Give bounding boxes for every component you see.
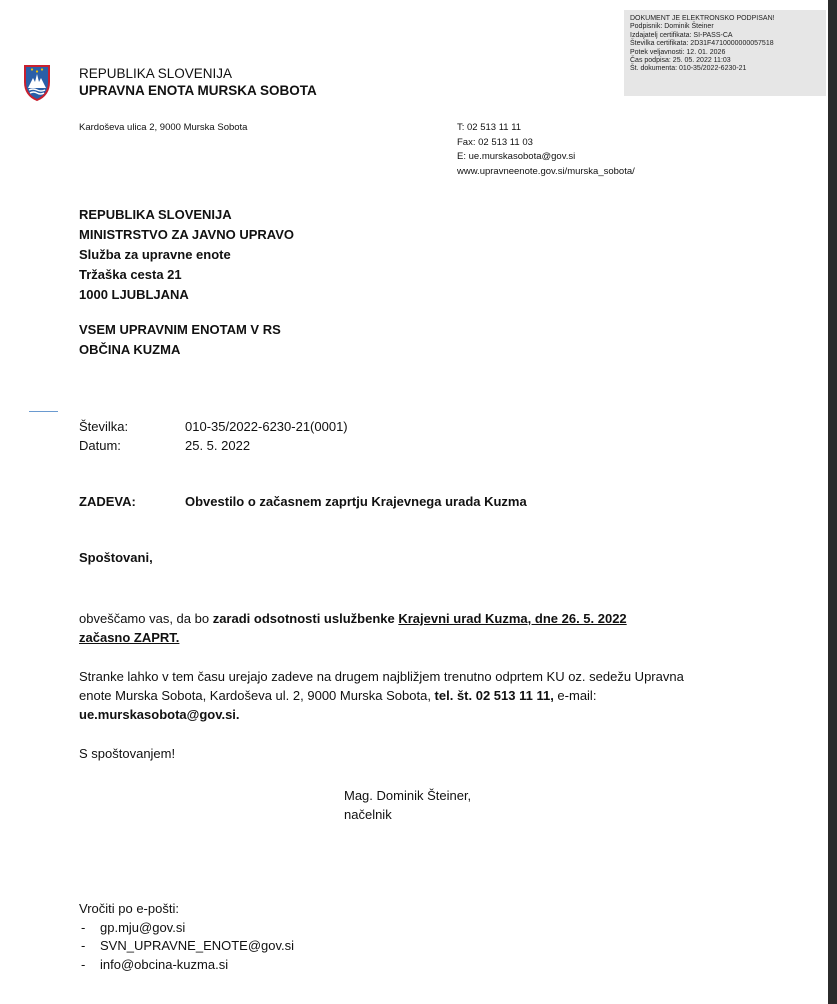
delivery-item: - SVN_UPRAVNE_ENOTE@gov.si	[79, 937, 294, 956]
delivery-item: - info@obcina-kuzma.si	[79, 956, 294, 975]
signature-line: Št. dokumenta: 010-35/2022-6230-21	[630, 65, 747, 73]
date-label: Datum:	[79, 438, 121, 453]
fold-mark	[29, 411, 58, 412]
closure-status: začasno ZAPRT.	[79, 630, 180, 645]
greeting: Spoštovani,	[79, 550, 153, 565]
signer-role: načelnik	[344, 807, 392, 822]
recipient-line: OBČINA KUZMA	[79, 342, 181, 357]
number-label: Številka:	[79, 419, 129, 434]
signature-line: Čas podpisa: 25. 05. 2022 11:03	[630, 57, 731, 65]
delivery-list	[79, 900, 294, 974]
signature-line: Podpisnik: Dominik Šteiner	[630, 23, 714, 31]
signature-line: Izdajatelj certifikata: SI-PASS-CA	[630, 31, 733, 39]
recipient-line: REPUBLIKA SLOVENIJA	[79, 207, 232, 222]
body-bold-text: zaradi odsotnosti uslužbenke	[212, 611, 399, 626]
closing: S spoštovanjem!	[79, 746, 176, 761]
contact-email: E: ue.murskasobota@gov.si	[457, 151, 576, 162]
signature-line: Številka certifikata: 2D31F4710000000057518	[630, 40, 774, 48]
additional-recipients	[79, 320, 281, 360]
header-contacts	[457, 121, 635, 179]
signer-block	[344, 786, 471, 824]
recipient-line: VSEM UPRAVNIM ENOTAM V RS	[79, 322, 281, 337]
body-text: Stranke lahko v tem času urejajo zadeve na drugem najbližjem trenutno odprtem KU oz. sedežu Upravna enote Murska Sobota, Kardoševa ul. 2, 9000 Murska Sobota,	[79, 669, 684, 703]
contact-phone: T: 02 513 11 11	[457, 122, 522, 133]
recipient-line: Služba za upravne enote	[79, 247, 231, 262]
contact-website: www.upravneenote.gov.si/murska_sobota/	[457, 165, 635, 177]
electronic-signature-box	[624, 10, 826, 96]
delivery-label: Vročiti po e-pošti:	[79, 901, 179, 916]
subject-line	[79, 494, 527, 509]
closure-notice: Krajevni urad Kuzma, dne 26. 5. 2022	[398, 611, 627, 626]
recipient-line: Tržaška cesta 21	[79, 267, 182, 282]
header-title: REPUBLIKA SLOVENIJA	[79, 66, 233, 81]
signature-line: DOKUMENT JE ELEKTRONSKO PODPISAN!	[630, 15, 775, 22]
signer-name: Mag. Dominik Šteiner,	[344, 788, 472, 803]
subject-text: Obvestilo o začasnem zaprtju Krajevnega urada Kuzma	[185, 494, 527, 509]
delivery-item: - gp.mju@gov.si	[79, 919, 294, 938]
slovenia-coat-of-arms-icon	[22, 62, 52, 102]
recipient-block	[79, 205, 294, 305]
recipient-line: MINISTRSTVO ZA JAVNO UPRAVO	[79, 227, 294, 242]
recipient-line: 1000 LJUBLJANA	[79, 287, 189, 302]
email-address: ue.murskasobota@gov.si.	[79, 707, 240, 722]
header-subtitle: UPRAVNA ENOTA MURSKA SOBOTA	[79, 83, 317, 98]
header-address: Kardoševa ulica 2, 9000 Murska Sobota	[79, 122, 248, 133]
viewer-edge	[828, 0, 837, 1004]
body-paragraph-2	[79, 667, 719, 724]
body-text: e-mail:	[553, 688, 597, 703]
document-meta	[79, 417, 348, 455]
contact-fax: Fax: 02 513 11 03	[457, 136, 533, 148]
phone-number: tel. št. 02 513 11 11,	[434, 688, 554, 703]
signature-line: Potek veljavnosti: 12. 01. 2026	[630, 48, 726, 56]
body-text: obveščamo vas, da bo	[79, 611, 213, 626]
body-paragraph-1	[79, 609, 714, 647]
date-value: 25. 5. 2022	[185, 438, 251, 453]
number-value: 010-35/2022-6230-21(0001)	[185, 419, 348, 434]
subject-label: ZADEVA:	[79, 494, 136, 509]
